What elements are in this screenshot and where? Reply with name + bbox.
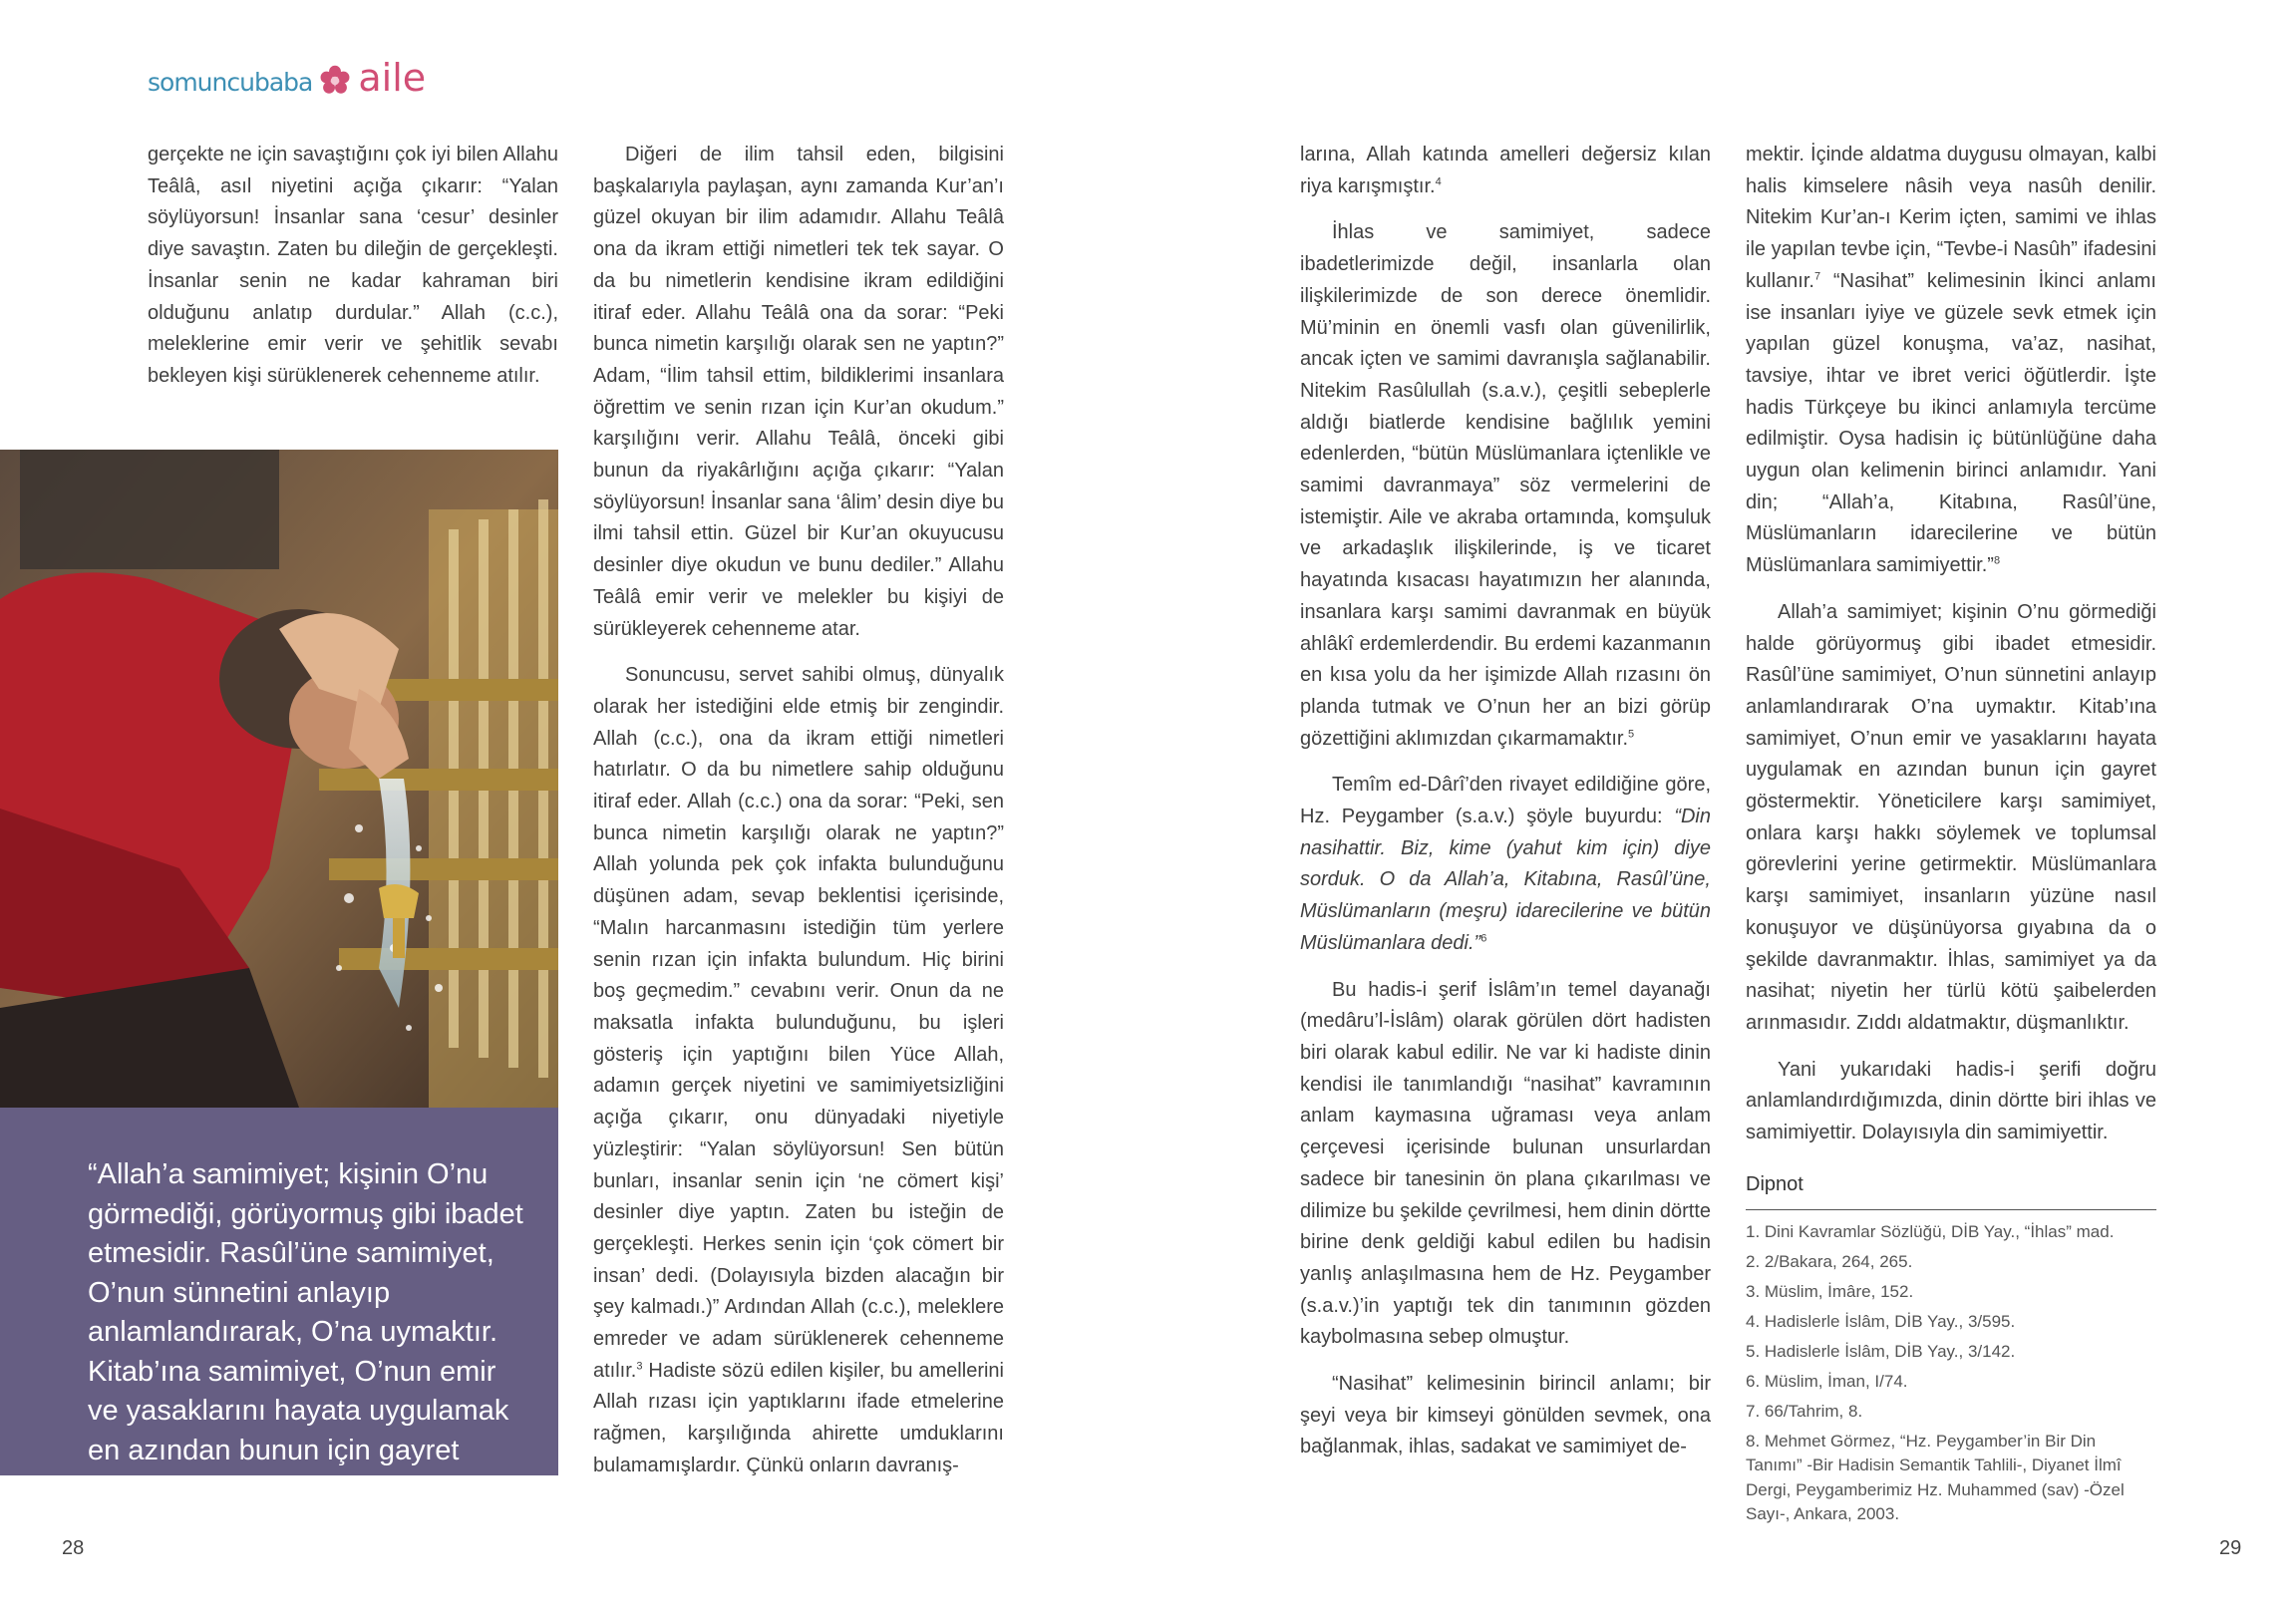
footnote-ref: 3 (636, 1360, 643, 1373)
column-3 (1300, 140, 1711, 1463)
paragraph-text: İhlas ve samimiyet, sadece ibadetlerimizde değil, insanlarla olan ilişkilerimizde de son derece önemlidir. Mü’minin en önemli vasfı olan güvenilirlik, ancak içten ve samimi davranışla sağlanabilir. Nitekim Rasûlullah (s.a.v.), çeşitli sebeplerle aldığı biatlerde kendisine bağlılık yemini edenlerden, “bütün Müslümanlara içtenlikle ve samimi davranmaya” söz vermelerini de istemiştir. Aile ve akraba ortamında, komşuluk ve arkadaşlık ilişkilerinde, iş ve ticaret hayatında kısacası hayatımızın her alanında, insanlara karşı samimi davranmak en büyük ahlâkî erdemlerdendir. Bu erdemi kazanmanın en kısa yolu da her işimizde Allah rızasını ön planda tutmak ve O’nun her an bizi görüp gözettiğini aklımızdan çıkarmamaktır. (1300, 221, 1711, 750)
column-1 (148, 140, 558, 393)
paragraph: Yani yukarıdaki hadis-i şerifi doğru anlamlandırdığımızda, dinin dörtte biri ihlas ve samimiyettir. Dolayısıyla din samimiyettir. (1746, 1058, 2156, 1144)
footnote-ref: 7 (1813, 270, 1821, 283)
footnotes-list (1746, 1220, 2156, 1527)
footnote-item: 7. 66/Tahrim, 8. (1746, 1401, 1863, 1421)
footnote-item: 2. 2/Bakara, 264, 265. (1746, 1251, 1913, 1271)
paragraph (1300, 770, 1711, 959)
paragraph-text: “Nasihat” kelimesinin İkinci anlamı ise insanları iyiye ve güzele sevk etmek için yapılan güzel konuşma, va’az, nasihat, tavsiye, ihtar ve ibret verici öğütlerdir. İşte hadis Türkçeye bu ikinci anlamıyla tercüme edilmiştir. Oysa hadisin iç bütünlüğüne daha uygun olan kelimenin birinci anlamıdır. Yani din; “Allah’a, Kitabına, Rasûl’üne, Müslümanların idarecilerine ve bütün Müslümanlara samimiyettir.” (1746, 269, 2156, 577)
paragraph: “Nasihat” kelimesinin birincil anlamı; bir şeyi veya bir kimseyi gönülden sevmek, ona bağlanmak, ihlas, sadakat ve samimiyet de- (1300, 1373, 1711, 1458)
flower-icon (318, 64, 352, 98)
paragraph: Allah’a samimiyet; kişinin O’nu görmediği halde görüyormuş gibi ibadet etmesidir. Rasûl’üne samimiyet, O’nun sünnetini anlayıp anlamlandırarak O’na uymaktır. Kitab’ına samimiyet, O’nun emir ve yasaklarını hayata uygulamak en azından bunun için gayret göstermektir. Yöneticilere karşı samimiyet, onlara karşı hakkı söylemek ve toplumsal görevlerini yerine getirmektir. Müslümanlara karşı samimiyet, insanların yüzüne nasıl konuşuyor ve düşünüyorsa gıyabına da o şekilde davranmaktır. İhlas, samimiyet ya da nasihat; niyetin her türlü kötü şaibelerden arınmasıdır. Zıddı aldatmaktır, düşmanlıktır. (1746, 600, 2156, 1034)
paragraph: gerçekte ne için savaştığını çok iyi bilen Allahu Teâlâ, asıl niyetini açığa çıkarır: “Yalan söylüyorsun! İnsanlar sana ‘cesur’ desinler diye savaştın. Zaten bu dileğin de gerçekleşti. İnsanlar senin ne kadar kahraman biri olduğunu anlatıp durdular.” Allah (c.c.), meleklerine emir verir ve şehitlik sevabı bekleyen kişi sürüklenerek cehenneme atılır. (148, 144, 558, 387)
paragraph (1300, 217, 1711, 755)
section-name: aile (358, 56, 427, 100)
footnote-item: 5. Hadislerle İslâm, DİB Yay., 3/142. (1746, 1341, 2016, 1361)
paragraph: Bu hadis-i şerif İslâm’ın temel dayanağı (medâru’l-İslâm) olarak görülen dört hadisten biri olarak kabul edilir. Ne var ki hadiste dinin kendisi ile tanımlandığı “nasihat” kavramının anlam kaymasına uğraması veya anlam çerçevesi içerisinde bulunan unsurlardan sadece bir tanesinin ön plana çıkarılması ve dilimize bu şekilde çevrilmesi, hem dinin dörtte birine denk geldiği kabul edilen bu hadisin yanlış anlaşılmasına hem de Hz. Peygamber (s.a.v.)’in yaptığı tek din tanımının gözden kaybolmasına sebep olmuştur. (1300, 978, 1711, 1349)
paragraph (593, 660, 1004, 1481)
footnote-item: 6. Müslim, İman, I/74. (1746, 1371, 1908, 1391)
footnote-item: 8. Mehmet Görmez, “Hz. Peygamber’in Bir Din Tanımı” -Bir Hadisin Semantik Tahlili-, Diyanet İlmî Dergi, Peygamberimiz Hz. Muhammed (sav) -Özel Sayı-, Ankara, 2003. (1746, 1431, 2125, 1523)
paragraph (1300, 140, 1711, 202)
footnote-ref: 4 (1435, 175, 1442, 188)
paragraph (1746, 140, 2156, 582)
column-4 (1746, 140, 2156, 1532)
paragraph-text: Sonuncusu, servet sahibi olmuş, dünyalık olarak her istediğini elde etmiş bir zengindir. Allah (c.c.), ona da ikram ettiği nimetleri hatırlatır. O da bu nimetlere sahip olduğunu itiraf eder. Allah (c.c.) ona da sorar: “Peki, sen bunca nimetin karşılığı olarak ne yaptın?” Allah yolunda pek çok infakta bulunduğunu düşünen adam, sevap beklentisi içerisinde, “Malın harcanmasını istediğin tüm yerlere senin rızan için infakta bulundum. Hiç birini boş geçmedim.” cevabını verir. Onun da ne maksatla infakta bulunduğunu, bu işleri gösteriş için yaptığını bilen Yüce Allah, adamın gerçek niyetini ve samimiyetsizliğini açığa çıkarır, onu dünyadaki niyetiyle yüzleştirir: “Yalan söylüyorsun! Sen bütün bunları, insanlar senin için ‘ne cömert kişi’ desinler diye yaptın. Zaten bu isteğin de gerçekleşti. Herkes senin için ‘çok cömert bir insan’ dedi. (Dolayısıyla bizden alacağın bir şey kalmadı.)” Ardından Allah (c.c.), meleklere emreder ve adam sürüklenerek cehenneme atılır. (593, 664, 1004, 1382)
hadith-quote: “Din nasihattir. Biz, kime (yahut kim için) diye sorduk. O da Allah’a, Kitabına, Rasûl’üne, Müslümanların (meşru) idarecilerine ve bütün Müslümanlara dedi.” (1300, 806, 1711, 954)
paragraph-text: Temîm ed-Dârî’den rivayet edildiğine göre, Hz. Peygamber (s.a.v.) şöyle buyurdu: (1300, 774, 1711, 828)
paragraph-text: mektir. İçinde aldatma duygusu olmayan, kalbi halis kimselere nâsih veya nasûh denilir. Nitekim Kur’an-ı Kerim içten, samimi ve ihlas ile yapılan tevbe için, “Tevbe-i Nasûh” ifadesini kullanır. (1746, 144, 2156, 292)
magazine-logo (148, 52, 426, 98)
paragraph-text: larına, Allah katında amelleri değersiz kılan riya karışmıştır. (1300, 144, 1711, 197)
footnote-ref: 6 (1480, 932, 1487, 945)
footnote-item: 3. Müslim, İmâre, 152. (1746, 1281, 1914, 1301)
paragraph: Diğeri de ilim tahsil eden, bilgisini başkalarıyla paylaşan, aynı zamanda Kur’an’ı güzel okuyan bir ilim adamıdır. Allahu Teâlâ ona da ikram ettiği nimetleri tek tek sayar. O da bu nimetlerin kendisine ikram edildiğini itiraf eder. Allahu Teâlâ ona da sorar: “Peki bunca nimetin karşılığı olarak sen ne yaptın?” Adam, “İlim tahsil ettim, bildiklerimi insanlara öğrettim ve senin rızan için Kur’an okudum.” karşılığını verir. Allahu Teâlâ, önceki gibi bunun da riyakârlığını açığa çıkarır: “Yalan söylüyorsun! İnsanlar sana ‘âlim’ desin diye bu ilmi tahsil ettin. Güzel bir Kur’an okuyucusu desinler diye okudun ve bunu dediler.” Allahu Teâlâ emir verir ve melekler bu kişiyi de sürükleyerek cehenneme atar. (593, 144, 1004, 640)
ablution-photo (0, 450, 558, 1108)
footnote-ref: 5 (1628, 728, 1635, 740)
footnotes-heading: Dipnot (1746, 1169, 2156, 1210)
footnote-item: 4. Hadislerle İslâm, DİB Yay., 3/595. (1746, 1311, 2016, 1331)
footnote-ref: 8 (1993, 554, 2001, 567)
column-2 (593, 140, 1004, 1482)
brand-name: somuncubaba (148, 68, 313, 97)
pull-quote: “Allah’a samimiyet; kişinin O’nu görmediği, görüyormuş gibi ibadet etmesidir. Rasûl’üne samimiyet, O’nun sünnetini anlayıp anlamlandırarak, O’na uymaktır. Kitab’ına samimiyet, O’nun emir ve yasaklarını hayata uygulamak en azından bunun için gayret göstermektir.” (0, 1108, 558, 1475)
page-number-left: 28 (62, 1537, 85, 1559)
paragraph-text: Hadiste sözü edilen kişiler, bu amellerini Allah rızası için yaptıklarını ifade etmelerine rağmen, karşılığında ahirette umduklarını bulamamışlardır. Çünkü onların davranış- (593, 1359, 1004, 1476)
page-number-right: 29 (2219, 1537, 2242, 1559)
footnote-item: 1. Dini Kavramlar Sözlüğü, DİB Yay., “İhlas” mad. (1746, 1221, 2115, 1241)
